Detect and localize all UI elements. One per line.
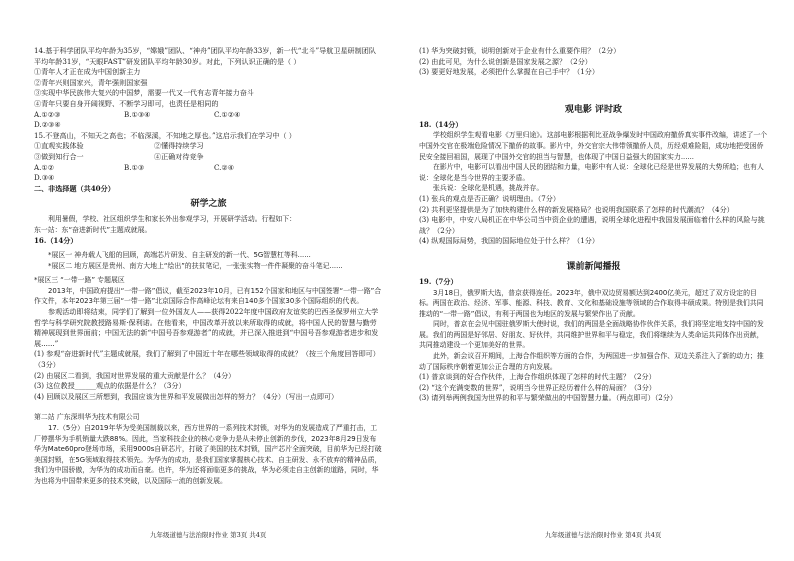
q17-1: (1) 华为突破封锁，说明创新对于企业有什么重要作用？（2分） [419,46,621,55]
q15-opts-a [34,141,383,152]
q17-2: (2) 由此可见，为什么说创新是国家发展之源？（2分） [419,56,592,66]
stop-2-heading: 第二站 广东深圳华为技术有限公司 [34,413,140,422]
q15-opts-b [34,152,383,163]
left-page-footer: 九年级道德与法治限时作业 第3页 共4页 [150,531,267,539]
q15-stem: 15.不登高山，不知天之高也；不临深溪，不知地之厚也。”这启示我们在学习中（ ） [34,130,296,140]
q15-choices [34,163,383,184]
q14-choice-b: B.①③④ [124,109,151,119]
q15-choice-b: B.①③ [124,162,145,172]
q15-choice-a: A.①② [34,162,55,172]
q15-opt-3: ③做到知行合一 [34,151,84,161]
q14-choices [34,110,383,131]
q15-opt-4: ④正确对待竞争 [154,151,204,161]
q15-opt-2: ②懂得持续学习 [154,141,204,151]
page-right [397,0,794,561]
right-page-footer: 九年级道德与法治限时作业 第4页 共4页 [545,531,662,539]
q14-choice-d: D.②③④ [34,120,61,130]
q19-label: 19.（7分） [419,276,458,286]
q19-text: 3月18日，俄罗斯大选，普京获得连任。2023年，俄中双边贸易额达到2400亿美元，超过了双方设定的目标。两国在政治、经济、军事、能源、科技、教育、文化和基础设施等领域的合作取得丰硕成果。特别是我们共同推动的“一带一路”倡议，有利于两国也为地区的发展与繁荣作出了贡献。 [419,288,764,318]
q14-opt-4: ④青年只要自身开阔视野、不断学习即可，也责任是相同的 [34,98,219,108]
exhibit-1: *展区一 神舟载人飞船的回顾，高端芯片研发、自主研发的新一代、5G智慧杠等科...... [48,251,311,260]
q19-text-3: 此外，新会议召开期间，上海合作组织等方面的合作，为两国进一步加强合作、双边关系注入了新的动力；推动了国际秩序朝着更加公正合理的方向发展。 [419,352,764,371]
q14-choice-c: C.①②④ [214,109,241,119]
section-2-heading: 二、非选择题（共40分） [34,183,115,193]
q18-text: 学校组织学生观看电影《万里归途》。这部电影根据利比亚战争爆发时中国政府撤侨真实事件改编，讲述了一个中国外交官在极端危险情况下撤侨的故事。影片中，外交官宗大伟带领撤侨人员，历经艰难险阻，成功地把受困侨民安全接回祖国，展现了中国外交官的担当与智慧，也体现了中国日益强大的国家实力...... [419,131,768,161]
travel-title: 研学之旅 [190,199,227,210]
q16-2: (2) 由展区二看到，我国对世界发展的重大贡献是什么？（4分） [34,370,236,380]
q16-3: (3) 这位教授______观点的依据是什么？（3分） [34,381,186,391]
q18-label: 18.（14分） [419,119,463,129]
q18-2: (2) 共利更坚提供是为了加快构建什么样的新发展格局？也说明我国联系了怎样的时代潮流？（4分） [419,204,734,214]
q18-3: (3) 电影中，中安八局机正在中华公司当中资企业的遭遇，说明全球化进程中我国发展面临着什么样的风险与挑战？（2分） [419,215,765,235]
exhibit-2: *展区二 地方展区是贵州、南方大地上“绘出”的扶贫笔记，一张张实物一件件凝聚的奋斗笔记...... [48,261,343,270]
q14-opt-1: ①青年人才正在成为中国创新主力 [34,67,141,77]
q18-text-2: 在影片中，电影可以看出中国人民的团结和力量，电影中有人说：全球化已经是世界发展的大势所趋；也有人说：全球化是当今世界的主要矛盾。 [419,163,764,182]
exhibit-3-title: *展区三 “一带一路” 专题展区 [34,276,125,285]
q15-opt-1: ①直观实践体验 [34,141,84,151]
q14-opt-2: ②青年兴则国家兴，青年强则国家强 [34,77,148,87]
q19-3: (3) 请列举两例我国为世界的和平与繁荣做出的中国智慧力量。（两点即可）（2分） [419,393,677,403]
q14-opt-3: ③实现中华民族伟大复兴的中国梦，需要一代又一代有志青年接力奋斗 [34,88,254,98]
q17-text: 17.（5分）自2019年华为受美国制裁以来，西方世界的一系列技术封锁，对华为的发展造成了严重打击，工厂停摆华为手机销量大跌88%。因此，当家科技企业的核心竞争力是从未停止创新的步伐，2023年8月29日发布华为Mate60pro登场市场，采用9000s自研芯片，打破了美国的技术封锁，国产芯片全面突破，目前华为已经打破美国封锁，在5G领域取得技术领先。为华为的成功，是我们国家掌握核心技术、自主研发、永不放弃的精神品质，我们为中国骄傲，为华为的成功而自豪。也许，华为还将面临更多的挑战，华为必须走自主创新的道路，同时，华为也将为中国带来更多的技术突破，以及国际一流的创新发展。 [34,424,382,485]
q19-text-2: 同时，普京在会见中国驻俄罗斯大使时说，我们的两国是全面战略协作伙伴关系，我们将坚定地支持中国的发展。我们的两国是好邻居、好朋友、好伙伴，共同维护世界和平与稳定，我们将继续为人类命运共同体作出贡献，共同推动建设一个更加美好的世界。 [419,320,764,350]
visit-intro: 参观活动即将结束，同学们了解到一位外国友人——获得2022年度中国政府友谊奖的巴西圣保罗州立大学哲学与科学研究院教授路易斯·保利诺。在他看来，中国改革开放以来所取得的成就，将中国人民的智慧与勤劳精神展现到世界面前；中国无法的新“中国号吾参观游者”的成就，并已深入推进到“中国号吾参观游者进步和发展......” [34,307,379,348]
q16-label: 16.（14分） [34,235,78,245]
q17-3: (3) 要更好地发展，必须把什么掌握在自己手中？（1分） [419,67,599,77]
q15-choice-c: C.②④ [214,162,235,172]
q14-stem: 14.基于科学团队平均年龄为35岁，“嫦娥”团队、“神舟”团队平均年龄33岁，新一代“北斗”导航卫星研制团队平均年龄31岁，“天眼FAST”研发团队平均年龄30岁。对此，下列认识正确的是（ ） [34,46,376,66]
exhibit-3-text: 2013年，中国政府提出“一带一路”倡议，截至2023年10月，已有152个国家和地区与中国签署“一带一路”合作文件，本年2023年第三届“一带一路”北京国际合作高峰论坛有来自140多个国家30多个国际组织的代表。 [34,286,382,306]
q16-4: (4) 回顾以及展区三所想到，我国应该为世界和平发展做出怎样的努力？（4分）（写出一点即可） [34,391,339,401]
travel-intro: 利用暑假，学校、社区组织学生和家长外出参观学习，开展研学活动。行程如下： [48,215,297,224]
q18-1: (1) 张兵的观点是否正确？说明理由。（7分） [419,193,560,203]
watch-title: 观电影 评时政 [564,104,623,115]
travel-stop-1: 东一站：东“奋进新时代”主题成就展。 [34,225,152,234]
q18-4: (4) 纵观国际局势，我国的国际地位处于什么样？（1分） [419,236,599,246]
q19-1: (1) 普京谈到的好合作伙伴，上海合作组织体现了怎样的时代主题？（2分） [419,372,656,382]
news-title: 课前新闻播报 [566,261,621,272]
q19-2: (2) “这个充满变数的世界”，说明当今世界正经历着什么样的局面？（3分） [419,382,656,392]
q16-1: (1) 参观“奋进新时代”主题成就展，我们了解到了中国近十年在哪些领域取得的成就？（按三个角度回答即可）（3分） [34,349,380,370]
q14-choice-a: A.①②③ [34,109,61,119]
q18-text-3: 张兵说：全球化是机遇，挑战并存。 [433,184,544,193]
q15-choice-d: D.③④ [34,173,55,183]
